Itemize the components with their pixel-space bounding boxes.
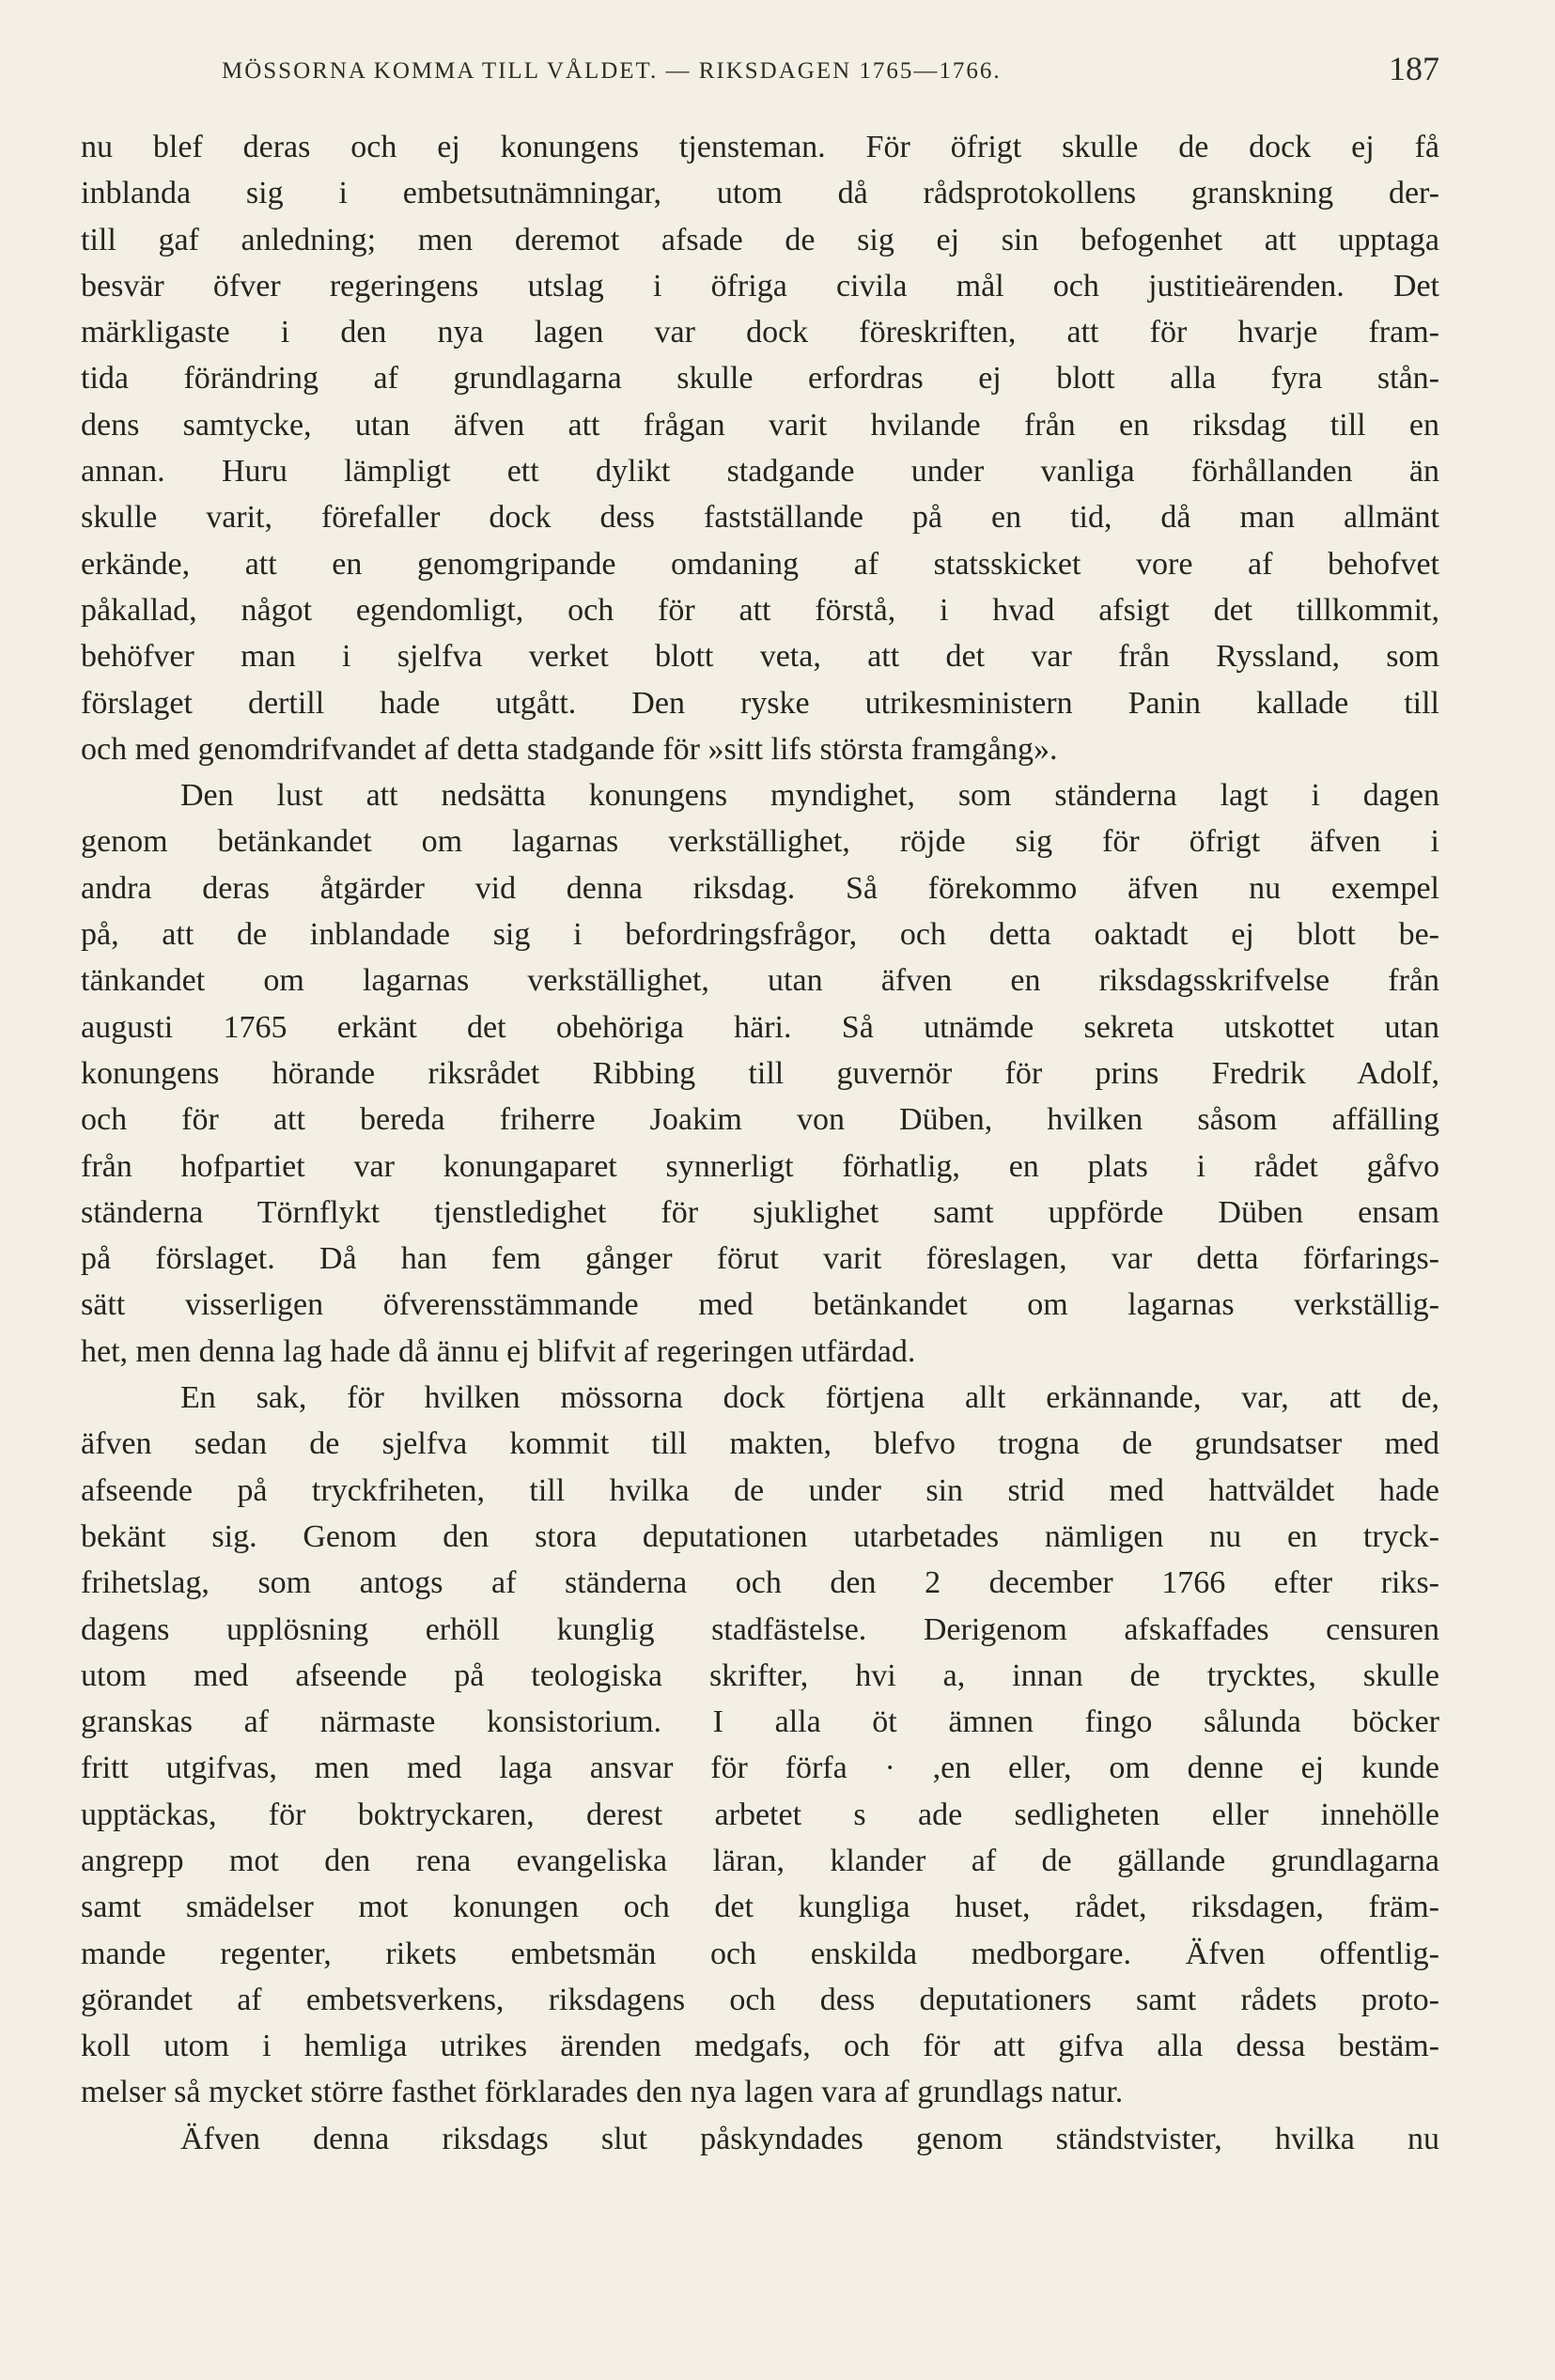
text-line: genom betänkandet om lagarnas verkställighet, röjde sig för öfrigt äfven i — [81, 824, 1439, 860]
page-number: 187 — [1389, 50, 1439, 87]
text-line: annan. Huru lämpligt ett dylikt stadgande under vanliga förhållanden än — [81, 454, 1439, 490]
text-line: på, att de inblandade sig i befordringsfrågor, och detta oaktadt ej blott be- — [81, 917, 1439, 953]
text-line: bekänt sig. Genom den stora deputationen utarbetades nämligen nu en tryck- — [81, 1518, 1439, 1554]
text-line: Den lust att nedsätta konungens myndighet, som ständerna lagt i dagen — [180, 778, 1439, 814]
text-line: mande regenter, rikets embetsmän och enskilda medborgare. Äfven offentlig- — [81, 1936, 1439, 1971]
text-line: sätt visserligen öfverensstämmande med betänkandet om lagarnas verkställig- — [81, 1287, 1439, 1323]
text-line: het, men denna lag hade då ännu ej blifvit af regeringen utfärdad. — [81, 1333, 916, 1369]
text-line: dens samtycke, utan äfven att frågan varit hvilande från en riksdag till en — [81, 407, 1439, 443]
text-line: dagens upplösning erhöll kunglig stadfästelse. Derigenom afskaffades censuren — [81, 1611, 1439, 1647]
text-line: märkligaste i den nya lagen var dock föreskriften, att för hvarje fram- — [81, 315, 1439, 350]
text-line: tida förändring af grundlagarna skulle erfordras ej blott alla fyra stån- — [81, 361, 1439, 397]
text-line: tänkandet om lagarnas verkställighet, utan äfven en riksdagsskrifvelse från — [81, 963, 1439, 999]
text-line: görandet af embetsverkens, riksdagens och dess deputationers samt rådets proto- — [81, 1982, 1439, 2017]
text-line: och för att bereda friherre Joakim von Düben, hvilken såsom affälling — [81, 1102, 1439, 1138]
text-line: ständerna Törnflykt tjenstledighet för sjuklighet samt uppförde Düben ensam — [81, 1194, 1439, 1230]
text-line: påkallad, något egendomligt, och för att förstå, i hvad afsigt det tillkommit, — [81, 592, 1439, 628]
text-line: erkände, att en genomgripande omdaning af statsskicket vore af behofvet — [81, 546, 1439, 582]
text-line: besvär öfver regeringens utslag i öfriga civila mål och justitieärenden. Det — [81, 268, 1439, 303]
text-line: En sak, för hvilken mössorna dock förtjena allt erkännande, var, att de, — [180, 1380, 1439, 1416]
text-line: från hofpartiet var konungaparet synnerligt förhatlig, en plats i rådet gåfvo — [81, 1148, 1439, 1184]
text-line: angrepp mot den rena evangeliska läran, klander af de gällande grundlagarna — [81, 1843, 1439, 1878]
text-line: samt smädelser mot konungen och det kungliga huset, rådet, riksdagen, främ- — [81, 1890, 1439, 1925]
running-head: MÖSSORNA KOMMA TILL VÅLDET. — RIKSDAGEN 1765—1766. — [222, 58, 1002, 84]
text-line: äfven sedan de sjelfva kommit till makten, blefvo trogna de grundsatser med — [81, 1426, 1439, 1462]
body-text — [81, 124, 1439, 2162]
text-line: granskas af närmaste konsistorium. I alla öt ämnen fingo sålunda böcker — [81, 1704, 1439, 1740]
text-line: skulle varit, förefaller dock dess fastställande på en tid, då man allmänt — [81, 500, 1439, 536]
text-line: och med genomdrifvandet af detta stadgande för »sitt lifs största framgång». — [81, 731, 1058, 767]
text-line: fritt utgifvas, men med laga ansvar för förfa · ,en eller, om denne ej kunde — [81, 1750, 1439, 1786]
text-line: frihetslag, som antogs af ständerna och den 2 december 1766 efter riks- — [81, 1565, 1439, 1601]
text-line: inblanda sig i embetsutnämningar, utom då rådsprotokollens granskning der- — [81, 176, 1439, 211]
text-line: andra deras åtgärder vid denna riksdag. Så förekommo äfven nu exempel — [81, 870, 1439, 906]
text-line: augusti 1765 erkänt det obehöriga häri. Så utnämde sekreta utskottet utan — [81, 1009, 1439, 1045]
text-line: utom med afseende på teologiska skrifter, hvi a, innan de trycktes, skulle — [81, 1657, 1439, 1693]
text-line: afseende på tryckfriheten, till hvilka de under sin strid med hattväldet hade — [81, 1472, 1439, 1508]
text-line: Äfven denna riksdags slut påskyndades genom ständstvister, hvilka nu — [180, 2121, 1439, 2156]
text-line: koll utom i hemliga utrikes ärenden medgafs, och för att gifva alla dessa bestäm- — [81, 2029, 1439, 2064]
text-line: till gaf anledning; men deremot afsade de sig ej sin befogenhet att upptaga — [81, 222, 1439, 257]
page-header — [81, 49, 1439, 101]
text-line: upptäckas, för boktryckaren, derest arbetet s ade sedligheten eller innehölle — [81, 1797, 1439, 1832]
text-line: konungens hörande riksrådet Ribbing till guvernör för prins Fredrik Adolf, — [81, 1055, 1439, 1091]
text-line: melser så mycket större fasthet förklarades den nya lagen vara af grundlags natur. — [81, 2075, 1124, 2110]
text-line: behöfver man i sjelfva verket blott veta, att det var från Ryssland, som — [81, 639, 1439, 675]
text-line: på förslaget. Då han fem gånger förut varit föreslagen, var detta förfarings- — [81, 1241, 1439, 1277]
text-line: nu blef deras och ej konungens tjensteman. För öfrigt skulle de dock ej få — [81, 130, 1439, 164]
text-line: förslaget dertill hade utgått. Den ryske utrikesministern Panin kallade till — [81, 685, 1439, 721]
